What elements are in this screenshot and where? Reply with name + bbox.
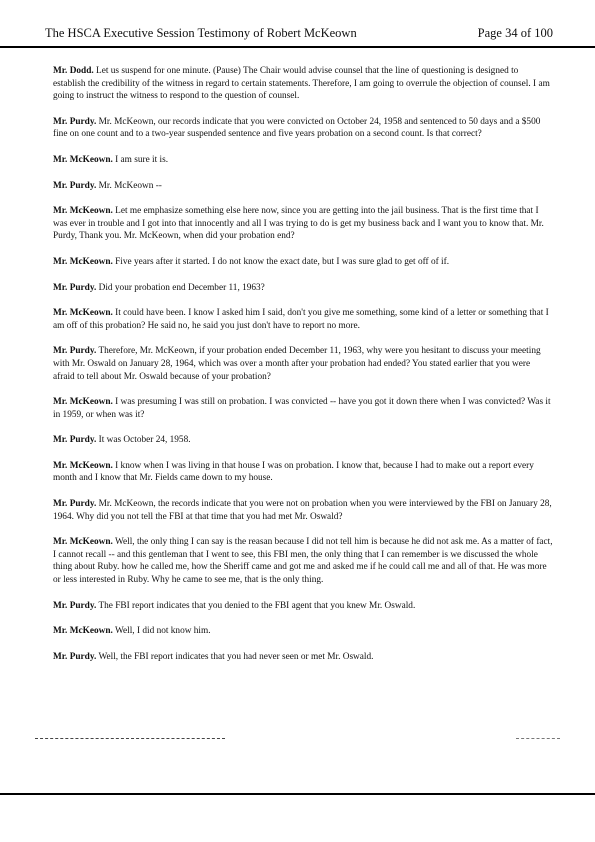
transcript-paragraph — [53, 65, 553, 103]
transcript-paragraph — [53, 460, 553, 485]
transcript-paragraph — [53, 651, 553, 664]
transcript-paragraph — [53, 180, 553, 193]
testimony-text: Mr. McKeown, the records indicate that you were not on probation when you were interviewed by the FBI on January 28, 1964. Why did you not tell the FBI at that time that you had met Mr. Oswald? — [53, 499, 552, 522]
transcript-paragraph — [53, 116, 553, 141]
speaker-name: Mr. Purdy. — [53, 600, 97, 611]
testimony-text: Mr. McKeown, our records indicate that you were convicted on October 24, 1958 and sentenced to 50 days and a $500 fine on one count and to a two-year suspended sentence and five years probation on a second count. Is that correct? — [53, 116, 541, 140]
testimony-text: Let us suspend for one minute. (Pause) The Chair would advise counsel that the line of questioning is designed to establish the credibility of the witness in regard to certain statements. Therefore, I am going to overrule the objection of counsel. I am going to instruct the witness to respond to the question of counsel. — [53, 66, 550, 102]
page-header — [45, 26, 553, 42]
testimony-text: I know when I was living in that house I was on probation. I know that, because I had to make out a report every month and I know that Mr. Fields came down to my house. — [53, 460, 534, 484]
footer-dashed-line-left — [35, 738, 225, 739]
transcript-paragraph — [53, 345, 553, 383]
document-title: The HSCA Executive Session Testimony of Robert McKeown — [45, 26, 357, 40]
testimony-text: Did your probation end December 11, 1963? — [96, 282, 265, 293]
testimony-text: I was presuming I was still on probation. I was convicted -- have you got it down there when I was convicted? Was it in 1959, or when was it? — [53, 397, 551, 420]
speaker-name: Mr. Purdy. — [53, 651, 97, 662]
testimony-text: Therefore, Mr. McKeown, if your probation ended December 11, 1963, why were you hesitant to discuss your meeting with Mr. Oswald on January 28, 1964, which was over a month after your probation had ended? You stated earlier that you were afraid to tell about Mr. Oswald because of your probation? — [53, 346, 541, 382]
transcript-paragraph — [53, 396, 553, 421]
speaker-name: Mr. McKeown. — [53, 154, 113, 165]
transcript-paragraph — [53, 536, 553, 586]
speaker-name: Mr. Purdy. — [53, 499, 97, 510]
testimony-text: Let me emphasize something else here now, since you are getting into the jail business. That is the first time that I was ever in trouble and I got into that innocently and all I was trying to do is get my business back and I want you to know that. Mr. Purdy, Thank you. Mr. McKeown, when did your probation end? — [53, 206, 544, 242]
speaker-name: Mr. McKeown. — [53, 397, 113, 408]
speaker-name: Mr. McKeown. — [53, 460, 113, 471]
transcript-paragraph — [53, 282, 553, 295]
testimony-text: I am sure it is. — [112, 154, 169, 165]
transcript-paragraph — [53, 625, 553, 638]
testimony-text: It was October 24, 1958. — [96, 435, 191, 446]
testimony-text: Well, I did not know him. — [112, 626, 211, 637]
speaker-name: Mr. McKeown. — [53, 256, 113, 267]
testimony-text: The FBI report indicates that you denied to the FBI agent that you knew Mr. Oswald. — [96, 600, 416, 611]
speaker-name: Mr. Purdy. — [53, 116, 97, 127]
footer-rule — [0, 793, 595, 795]
speaker-name: Mr. Purdy. — [53, 282, 97, 293]
transcript-paragraph — [53, 434, 553, 447]
speaker-name: Mr. Purdy. — [53, 180, 97, 191]
transcript-body — [53, 65, 553, 676]
transcript-paragraph — [53, 307, 553, 332]
page-number: Page 34 of 100 — [477, 26, 553, 40]
footer-dashed-line-right — [516, 738, 560, 739]
transcript-paragraph — [53, 498, 553, 523]
transcript-paragraph — [53, 205, 553, 243]
testimony-text: Well, the FBI report indicates that you had never seen or met Mr. Oswald. — [96, 651, 374, 662]
transcript-paragraph — [53, 256, 553, 269]
speaker-name: Mr. McKeown. — [53, 206, 113, 217]
testimony-text: Mr. McKeown -- — [96, 180, 162, 191]
speaker-name: Mr. Purdy. — [53, 435, 97, 446]
speaker-name: Mr. McKeown. — [53, 626, 113, 637]
transcript-paragraph — [53, 154, 553, 167]
testimony-text: Well, the only thing I can say is the reasan because I did not tell him is because he did not ask me. As a matter of fact, I cannot recall -- and this gentleman that I went to see, this FBI men, the only thing that I can remember is we discussed the whole thing about Ruby. how he called me, how the Sheriff came and got me and asked me if he could call me and all of that. He was more or less interested in Ruby. Why he came to see me, that is the only thing. — [53, 537, 553, 586]
speaker-name: Mr. McKeown. — [53, 537, 113, 548]
testimony-text: It could have been. I know I asked him I said, don't you give me something, some kind of a letter or something that I am off of this probation? He said no, he said you just don't have to report no more. — [53, 308, 549, 331]
speaker-name: Mr. Dodd. — [53, 66, 94, 76]
transcript-paragraph — [53, 600, 553, 613]
speaker-name: Mr. Purdy. — [53, 346, 97, 357]
testimony-text: Five years after it started. I do not know the exact date, but I was sure glad to get off of if. — [112, 256, 450, 267]
header-rule — [0, 46, 595, 48]
speaker-name: Mr. McKeown. — [53, 308, 113, 319]
